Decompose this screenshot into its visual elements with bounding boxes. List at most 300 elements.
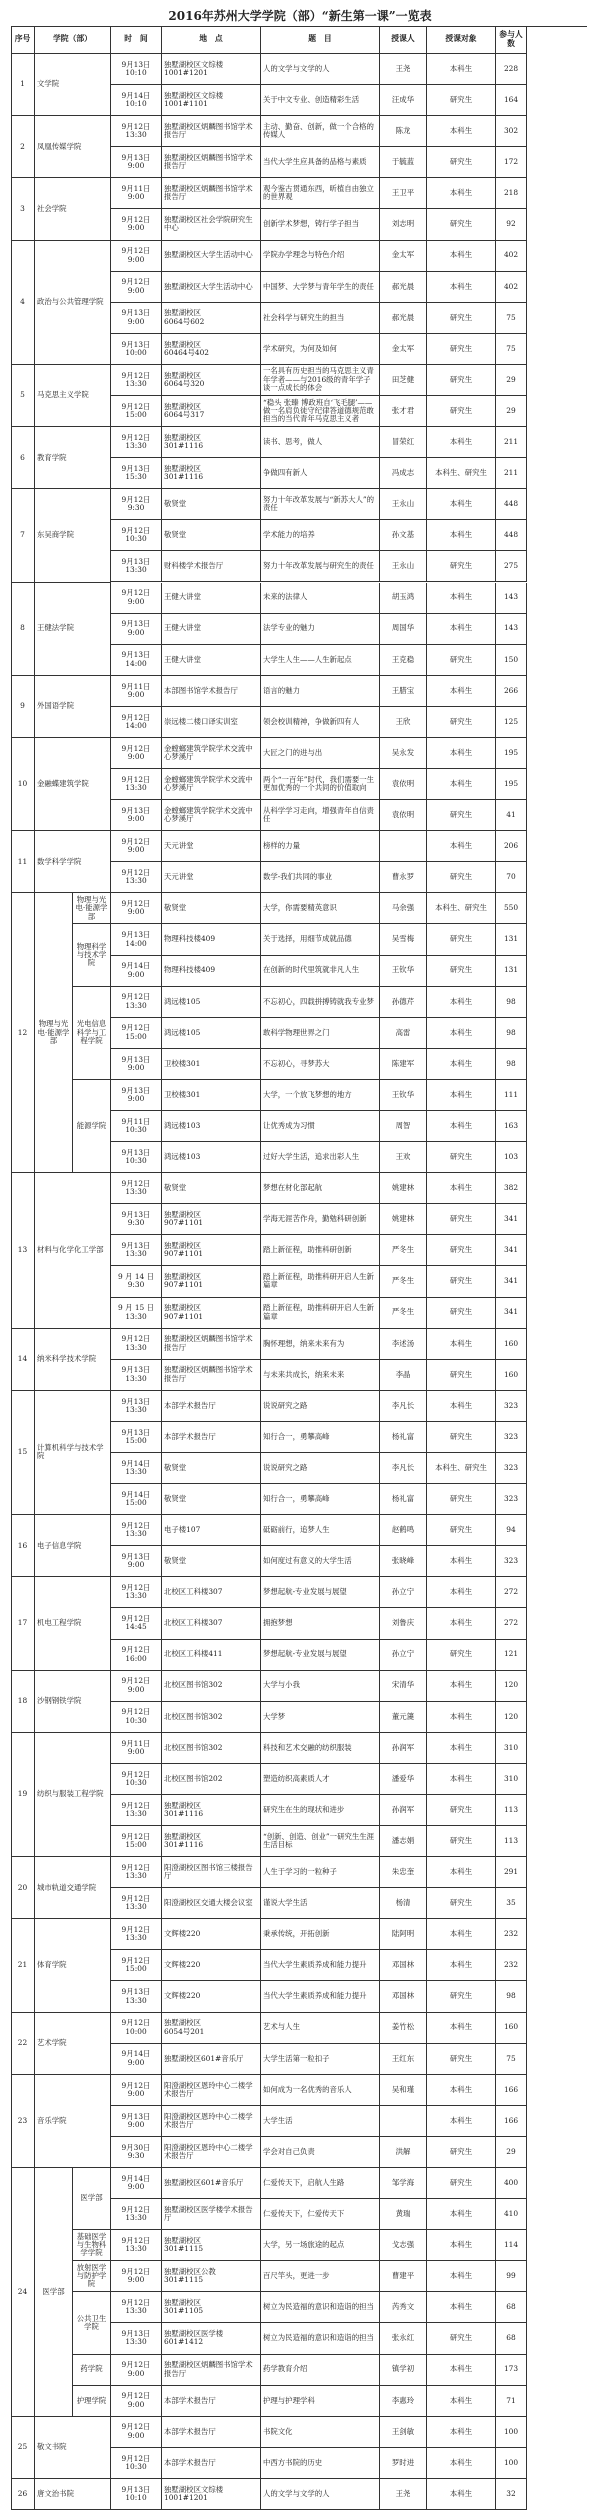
attendance xyxy=(496,2106,527,2137)
lecturer-text: 潘志娟 xyxy=(391,1835,415,1845)
venue xyxy=(162,831,261,862)
lecturer xyxy=(380,2137,427,2168)
lecturer xyxy=(380,1080,427,1111)
venue-text: 物理科技楼409 xyxy=(164,965,216,975)
lecture-topic xyxy=(261,1111,380,1142)
lecture-topic-text: 中西方书院的历史 xyxy=(263,2457,323,2467)
session-time xyxy=(111,272,162,303)
college-name-text: 计算机科学与技术学院 xyxy=(37,1443,104,1461)
venue xyxy=(162,365,261,396)
lecture-topic xyxy=(261,2199,380,2230)
session-time xyxy=(111,458,162,489)
lecturer xyxy=(380,2355,427,2386)
session-time-text: 9月12日 13:30 xyxy=(121,1893,151,1912)
lecturer-text: 杨清 xyxy=(395,1898,411,1908)
session-time xyxy=(111,2386,162,2417)
row-number xyxy=(11,365,35,427)
lecture-topic-text: 大学与小我 xyxy=(263,1680,300,1690)
lecturer-text: 周国华 xyxy=(391,623,415,633)
lecturer-text: 邹学海 xyxy=(391,2177,415,2187)
attendance xyxy=(496,458,527,489)
session-time-text: 9月12日 13:30 xyxy=(121,432,151,451)
attendance xyxy=(496,303,527,334)
sub-college xyxy=(73,893,111,924)
session-time-text: 9月12日 13:30 xyxy=(121,1583,151,1601)
college-name-text: 体育学院 xyxy=(37,1960,67,1970)
lecturer-text: 镇学初 xyxy=(391,2364,415,2374)
sub-college-text: 公共卫生学院 xyxy=(76,2313,107,2331)
session-time-text: 9月13日 9:00 xyxy=(121,153,151,171)
lecture-topic-text: 塑造纺织高素质人才 xyxy=(263,1773,330,1783)
session-time-text: 9月12日 10:30 xyxy=(121,526,151,544)
session-time xyxy=(111,489,162,520)
venue-text: 文辉楼220 xyxy=(164,1991,201,2001)
row-number-text: 26 xyxy=(17,2488,28,2498)
college-name xyxy=(35,2479,111,2510)
session-time xyxy=(111,956,162,987)
lecturer-text: 姚建林 xyxy=(391,1214,415,1224)
sub-college-text: 放射医学与防护学院 xyxy=(76,2262,107,2289)
session-time xyxy=(111,147,162,178)
lecturer-text: 罗时进 xyxy=(391,2457,415,2467)
row-number-text: 8 xyxy=(20,623,25,633)
lecturer-text: 王尧 xyxy=(395,2488,411,2498)
session-time xyxy=(111,334,162,365)
college-name-text: 政治与公共管理学院 xyxy=(37,297,104,307)
session-time xyxy=(111,924,162,955)
attendance xyxy=(496,2199,527,2230)
session-time-text: 9月12日 13:30 xyxy=(121,1520,151,1539)
college-name-text: 唐文治书院 xyxy=(37,2488,74,2498)
venue xyxy=(162,178,261,209)
row-number-text: 18 xyxy=(17,1696,28,1706)
venue-text: 独墅湖校区 6054号201 xyxy=(164,2018,205,2036)
session-time-text: 9月13日 13:30 xyxy=(121,1241,151,1259)
audience xyxy=(427,862,496,893)
sub-college xyxy=(73,2292,111,2354)
attendance xyxy=(496,116,527,147)
lecturer-text: 陈建军 xyxy=(391,1058,415,1068)
attendance xyxy=(496,738,527,769)
header-place xyxy=(162,26,261,54)
venue xyxy=(162,1049,261,1080)
attendance-text: 323 xyxy=(503,1400,519,1410)
venue-text: 王健大讲堂 xyxy=(164,654,201,664)
lecture-topic xyxy=(261,303,380,334)
lecturer xyxy=(380,924,427,955)
lecturer-text: 金太军 xyxy=(391,250,415,260)
college-name xyxy=(35,365,111,427)
college-name xyxy=(35,1857,111,1919)
lecturer xyxy=(380,1515,427,1546)
session-time-text: 9月12日 9:00 xyxy=(121,2422,151,2440)
audience-text: 研究生 xyxy=(449,654,473,664)
session-time-text: 9月12日 9:00 xyxy=(121,2267,151,2285)
session-time xyxy=(111,1391,162,1422)
session-time xyxy=(111,2448,162,2479)
venue xyxy=(162,924,261,955)
lecture-topic xyxy=(261,1671,380,1702)
venue xyxy=(162,1702,261,1733)
header-count xyxy=(496,26,527,54)
audience-text: 本科生 xyxy=(449,996,473,1006)
audience-text: 研究生 xyxy=(449,872,473,882)
lecture-topic xyxy=(261,676,380,707)
lecture-topic-text: 大学生活第一粒扣子 xyxy=(263,2053,330,2063)
attendance xyxy=(496,1857,527,1888)
lecturer-text: 王克稳 xyxy=(391,654,415,664)
lecture-topic xyxy=(261,1981,380,2012)
audience xyxy=(427,676,496,707)
lecture-topic xyxy=(261,2044,380,2075)
lecturer xyxy=(380,2106,427,2137)
lecture-topic-text: 人的文学与文学的人 xyxy=(263,2488,330,2498)
audience xyxy=(427,2230,496,2261)
session-time-text: 9月12日 9:30 xyxy=(121,494,151,513)
lecturer-text: 孙德芹 xyxy=(391,996,415,1006)
venue-text: 阳澄湖校区恩玲中心二楼学术报告厅 xyxy=(164,2142,253,2160)
venue-text: 文辉楼220 xyxy=(164,1929,201,1939)
header-place-text: 地 点 xyxy=(199,34,223,44)
venue-text: 独墅湖校区 6064号602 xyxy=(164,308,205,326)
venue-text: 本部学术报告厅 xyxy=(164,2426,216,2436)
lecturer xyxy=(380,1671,427,1702)
row-number xyxy=(11,1919,35,2012)
lecture-topic xyxy=(261,489,380,520)
college-name xyxy=(35,676,111,738)
session-time-text: 9月12日 13:30 xyxy=(121,1800,151,1818)
lecture-topic-text: 读书、思考，做人 xyxy=(263,436,323,446)
venue xyxy=(162,1608,261,1639)
attendance xyxy=(496,2230,527,2261)
venue xyxy=(162,2448,261,2479)
session-time xyxy=(111,800,162,831)
attendance-text: 323 xyxy=(503,1431,519,1441)
row-number xyxy=(11,241,35,365)
audience xyxy=(427,1422,496,1453)
venue-text: 卫校楼301 xyxy=(164,1058,201,1068)
session-time-text: 9月13日 9:00 xyxy=(121,1552,151,1570)
lecturer xyxy=(380,551,427,582)
sub-college xyxy=(73,2386,111,2417)
attendance xyxy=(496,520,527,551)
attendance xyxy=(496,2292,527,2323)
audience xyxy=(427,178,496,209)
lecturer-text: 朱忠奎 xyxy=(391,1867,415,1877)
audience-text: 本科生 xyxy=(449,2488,473,2498)
venue xyxy=(162,2479,261,2510)
venue-text: 北校区工科楼411 xyxy=(164,1649,223,1659)
lecture-topic-text: 仁爱传天下，启航人生路 xyxy=(263,2177,345,2187)
lecturer xyxy=(380,1795,427,1826)
audience xyxy=(427,2199,496,2230)
session-time-text: 9月13日 15:30 xyxy=(121,463,151,482)
lecturer-text: 洪解 xyxy=(395,2146,411,2156)
attendance xyxy=(496,427,527,458)
venue xyxy=(162,1298,261,1329)
session-time-text: 9月12日 9:00 xyxy=(121,899,151,917)
lecturer xyxy=(380,738,427,769)
sub-college xyxy=(73,1080,111,1173)
lecturer xyxy=(380,178,427,209)
lecture-topic xyxy=(261,583,380,614)
venue-text: 独墅湖校区 301#1105 xyxy=(164,2298,204,2316)
lecture-topic-text: 不忘初心，寻梦苏大 xyxy=(263,1058,330,1068)
venue-text: 独墅湖校区文综楼 1001#1201 xyxy=(164,59,224,78)
lecture-topic xyxy=(261,1515,380,1546)
course-table xyxy=(11,26,587,2510)
lecture-topic xyxy=(261,54,380,85)
venue-text: 阳澄湖校区图书馆三楼报告厅 xyxy=(164,1862,253,1881)
lecturer-text: 姜竹松 xyxy=(391,2022,415,2032)
attendance-text: 164 xyxy=(503,94,519,104)
lecture-topic-text: 砥砺前行，追梦人生 xyxy=(263,1525,330,1535)
venue-text: 鸿远楼105 xyxy=(164,996,201,1006)
audience xyxy=(427,987,496,1018)
session-time-text: 9月13日 15:00 xyxy=(121,1427,151,1445)
attendance-text: 103 xyxy=(503,1151,519,1161)
attendance xyxy=(496,676,527,707)
session-time-text: 9月13日 13:30 xyxy=(121,1365,151,1383)
lecture-topic-text: 学术能力的培养 xyxy=(263,530,315,540)
lecturer-text: 高雷 xyxy=(395,1027,411,1037)
venue xyxy=(162,1173,261,1204)
venue xyxy=(162,2261,261,2292)
lecturer xyxy=(380,956,427,987)
college-name xyxy=(35,2075,111,2168)
audience-text: 本科生 xyxy=(449,2302,473,2312)
session-time-text: 9月12日 13:30 xyxy=(121,1178,151,1197)
session-time-text: 9月13日 9:00 xyxy=(121,619,151,637)
session-time xyxy=(111,1733,162,1764)
lecturer-text: 袁依明 xyxy=(391,778,415,788)
venue xyxy=(162,2075,261,2106)
lecturer xyxy=(380,1329,427,1360)
session-time-text: 9月12日 9:00 xyxy=(121,2360,151,2378)
row-number xyxy=(11,1733,35,1857)
audience-text: 本科生 xyxy=(449,2426,473,2436)
venue-text: 财科楼学术报告厅 xyxy=(164,561,224,571)
attendance-text: 75 xyxy=(506,343,516,353)
session-time-text: 9月12日 10:30 xyxy=(121,1769,151,1787)
session-time xyxy=(111,1950,162,1981)
attendance-text: 211 xyxy=(503,436,519,446)
audience xyxy=(427,1888,496,1919)
venue-text: 独墅湖校区炳麟图书馆学术报告厅 xyxy=(164,1365,253,1383)
venue xyxy=(162,1422,261,1453)
lecture-topic xyxy=(261,427,380,458)
session-time-text: 9月12日 9:00 xyxy=(121,836,151,855)
lecture-topic-text: 让优秀成为习惯 xyxy=(263,1120,315,1130)
attendance xyxy=(496,2137,527,2168)
venue xyxy=(162,1826,261,1857)
audience xyxy=(427,396,496,427)
session-time-text: 9月13日 13:30 xyxy=(121,1396,151,1414)
lecture-topic-text: 法学专业的魅力 xyxy=(263,623,315,633)
attendance xyxy=(496,1577,527,1608)
row-number-text: 1 xyxy=(20,79,25,89)
session-time xyxy=(111,1484,162,1515)
lecturer xyxy=(380,209,427,240)
session-time xyxy=(111,2044,162,2075)
session-time-text: 9月12日 13:30 xyxy=(121,2235,151,2254)
college-name-text: 医学部 xyxy=(42,2286,65,2296)
lecture-topic xyxy=(261,1764,380,1795)
venue-text: 王健大讲堂 xyxy=(164,623,201,633)
venue-text: 文辉楼220 xyxy=(164,1960,201,1970)
row-number-text: 12 xyxy=(17,1027,28,1037)
session-time xyxy=(111,1764,162,1795)
lecturer-text: 冒荣红 xyxy=(391,436,415,446)
row-number-text: 2 xyxy=(20,141,25,151)
lecturer xyxy=(380,1857,427,1888)
session-time-text: 9月13日 9:00 xyxy=(121,1085,151,1103)
session-time-text: 9月12日 9:00 xyxy=(121,743,151,761)
venue-text: 本部学术报告厅 xyxy=(164,2457,216,2467)
header-audience xyxy=(427,26,496,54)
session-time xyxy=(111,365,162,396)
college-name xyxy=(35,1919,111,2012)
venue-text: 敬贤堂 xyxy=(164,1183,187,1193)
lecture-topic-text: 踏上新征程，助推科研创新 xyxy=(263,1245,352,1255)
venue-text: 独墅湖校区601#音乐厅 xyxy=(164,2177,244,2187)
session-time xyxy=(111,1919,162,1950)
attendance xyxy=(496,769,527,800)
sub-college-text: 基础医学与生物科学学院 xyxy=(76,2231,107,2258)
lecture-topic xyxy=(261,116,380,147)
lecture-topic xyxy=(261,1298,380,1329)
attendance-text: 160 xyxy=(503,1338,519,1348)
audience xyxy=(427,707,496,738)
lecturer-text: 王永山 xyxy=(391,499,415,509)
college-name xyxy=(35,1173,111,1328)
venue xyxy=(162,2292,261,2323)
lecture-topic xyxy=(261,241,380,272)
header-time-text: 时 间 xyxy=(124,34,148,44)
row-number-text: 25 xyxy=(17,2442,28,2452)
attendance xyxy=(496,1733,527,1764)
lecturer-text: 邓国林 xyxy=(391,1960,415,1970)
session-time xyxy=(111,987,162,1018)
venue-text: 独墅湖校区 301#1116 xyxy=(164,432,204,451)
row-number xyxy=(11,738,35,831)
lecturer xyxy=(380,2168,427,2199)
lecture-topic-text: 学海无涯苦作舟，勤勉科研创新 xyxy=(263,1214,367,1224)
audience-text: 研究生 xyxy=(449,1245,473,1255)
lecture-topic xyxy=(261,2417,380,2448)
audience xyxy=(427,303,496,334)
session-time-text: 9月13日 9:00 xyxy=(121,308,151,326)
attendance-text: 120 xyxy=(503,1680,519,1690)
audience xyxy=(427,54,496,85)
lecture-topic-text: “创新、创造、创业”一研究生生涯生活目标 xyxy=(263,1831,375,1850)
attendance xyxy=(496,1329,527,1360)
venue xyxy=(162,862,261,893)
attendance-text: 166 xyxy=(503,2115,519,2125)
attendance-text: 211 xyxy=(503,468,519,478)
lecturer xyxy=(380,1919,427,1950)
lecturer xyxy=(380,1391,427,1422)
session-time xyxy=(111,1266,162,1297)
venue xyxy=(162,1857,261,1888)
audience-text: 本科生 xyxy=(449,499,473,509)
lecture-topic xyxy=(261,458,380,489)
audience-text: 研究生 xyxy=(449,312,473,322)
attendance xyxy=(496,489,527,520)
audience xyxy=(427,2355,496,2386)
session-time-text: 9月12日 16:00 xyxy=(121,1645,151,1663)
lecture-topic-text: 大学生活 xyxy=(263,2115,293,2125)
session-time xyxy=(111,1142,162,1173)
venue-text: 卫校楼301 xyxy=(164,1089,201,1099)
attendance-text: 448 xyxy=(503,530,519,540)
venue-text: 王健大讲堂 xyxy=(164,592,201,602)
venue xyxy=(162,583,261,614)
session-time-text: 9月13日 10:00 xyxy=(121,339,151,357)
lecturer xyxy=(380,1018,427,1049)
session-time xyxy=(111,427,162,458)
attendance-text: 232 xyxy=(503,1960,519,1970)
lecture-topic-text: 大学，另一场旅途的起点 xyxy=(263,2240,345,2250)
audience-text: 本科生 xyxy=(449,623,473,633)
lecturer-text: 胡玉鸿 xyxy=(391,592,415,602)
session-time-text: 9月12日 10:00 xyxy=(121,2018,151,2036)
audience xyxy=(427,2137,496,2168)
lecturer-text: 李凡长 xyxy=(391,1462,415,1472)
session-time xyxy=(111,1826,162,1857)
session-time-text: 9月12日 13:30 xyxy=(121,868,151,886)
audience-text: 本科生 xyxy=(449,530,473,540)
lecture-topic xyxy=(261,769,380,800)
attendance xyxy=(496,2355,527,2386)
attendance xyxy=(496,1298,527,1329)
college-name xyxy=(35,583,111,676)
attendance-text: 75 xyxy=(506,312,516,322)
audience xyxy=(427,1671,496,1702)
lecturer-text: 曹建平 xyxy=(391,2271,415,2281)
audience xyxy=(427,1142,496,1173)
audience-text: 研究生 xyxy=(449,561,473,571)
college-name xyxy=(35,116,111,178)
venue xyxy=(162,676,261,707)
session-time-text: 9月14日 15:00 xyxy=(121,1489,151,1508)
college-name xyxy=(35,2168,73,2417)
audience xyxy=(427,1298,496,1329)
venue xyxy=(162,1018,261,1049)
venue-text: 独墅湖校区大学生活动中心 xyxy=(164,281,253,291)
session-time-text: 9月14日 13:30 xyxy=(121,1458,151,1477)
attendance xyxy=(496,1204,527,1235)
lecturer-text: 黄瑞 xyxy=(395,2209,411,2218)
lecture-topic xyxy=(261,1640,380,1671)
lecture-topic xyxy=(261,707,380,738)
audience xyxy=(427,1266,496,1297)
college-name-text: 王健法学院 xyxy=(37,623,74,633)
lecture-topic xyxy=(261,924,380,955)
venue-text: 北校区图书馆202 xyxy=(164,1773,223,1783)
venue xyxy=(162,272,261,303)
row-number-text: 19 xyxy=(17,1789,28,1799)
college-name-text: 敬文书院 xyxy=(37,2442,67,2452)
header-no xyxy=(11,26,35,54)
venue xyxy=(162,2137,261,2168)
row-number xyxy=(11,1577,35,1670)
attendance-text: 291 xyxy=(503,1867,519,1877)
venue xyxy=(162,800,261,831)
row-number-text: 23 xyxy=(17,2115,28,2125)
venue-text: 独墅湖校区文综楼 1001#1201 xyxy=(164,2484,224,2502)
session-time-text: 9月12日 9:00 xyxy=(121,215,151,233)
